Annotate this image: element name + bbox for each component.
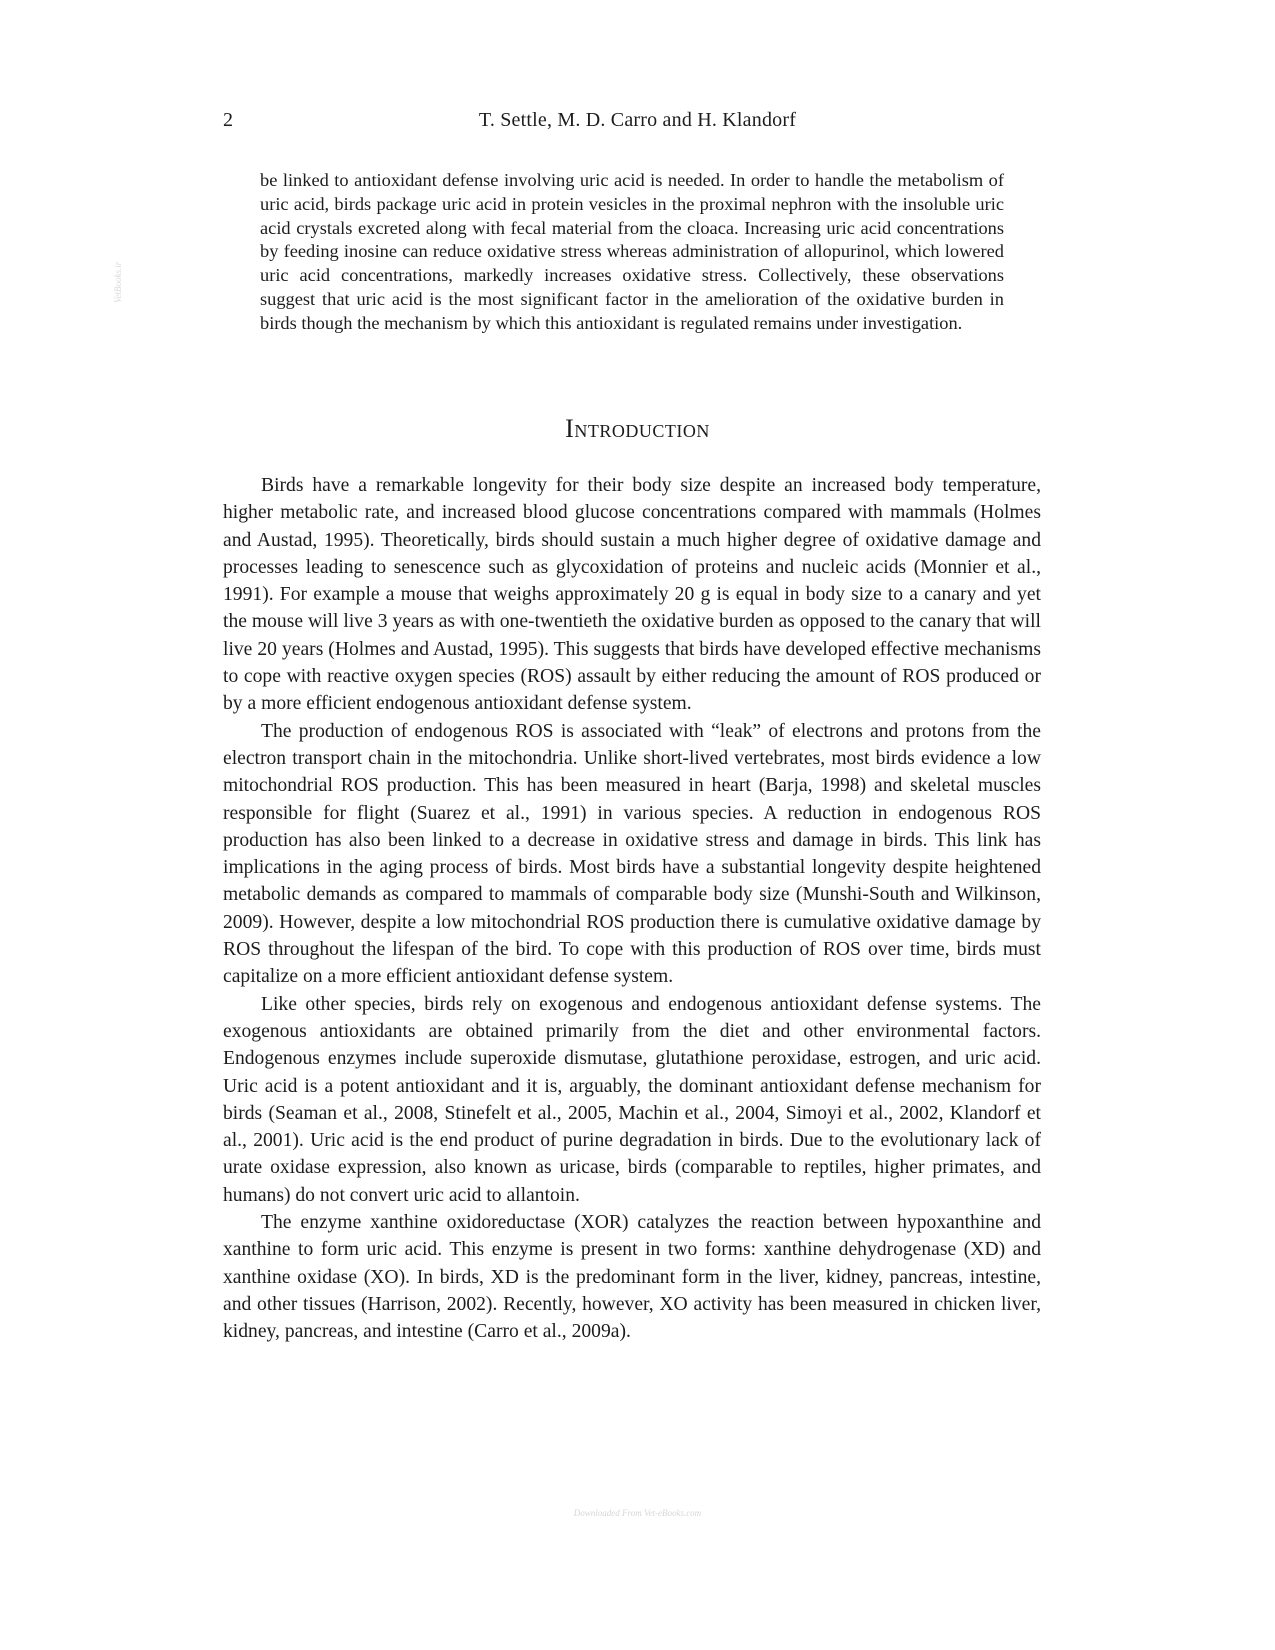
paragraph: The production of endogenous ROS is associated with “leak” of electrons and protons from the electron transport chain in the mitochondria. Unlike short-lived vertebrates, most birds evidence a low mitochondrial ROS production. This has been measured in heart (Barja, 1998) and skeletal muscles responsible for flight (Suarez et al., 1991) in various species. A reduction in endogenous ROS production has also been linked to a decrease in oxidative stress and damage in birds. This link has implications in the aging process of birds. Most birds have a substantial longevity despite heightened metabolic demands as compared to mammals of comparable body size (Munshi-South and Wilkinson, 2009). However, despite a low mitochondrial ROS production there is cumulative oxidative damage by ROS throughout the lifespan of the bird. To cope with this production of ROS over time, birds must capitalize on a more efficient antioxidant defense system. <box>223 720 1041 988</box>
abstract-text: be linked to antioxidant defense involving uric acid is needed. In order to handle the metabolism of uric acid, birds package uric acid in protein vesicles in the proximal nephron with the insoluble uric acid crystals excreted along with fecal material from the cloaca. Increasing uric acid concentrations by feeding inosine can reduce oxidative stress whereas administration of allopurinol, which lowered uric acid concentrations, markedly increases oxidative stress. Collectively, these observations suggest that uric acid is the most significant factor in the amelioration of the oxidative burden in birds though the mechanism by which this antioxidant is regulated remains under investigation. <box>260 170 1004 333</box>
paragraph: Birds have a remarkable longevity for their body size despite an increased body temperature, higher metabolic rate, and increased blood glucose concentrations compared with mammals (Holmes and Austad, 1995). Theoretically, birds should sustain a much higher degree of oxidative damage and processes leading to senescence such as glycoxidation of proteins and nucleic acids (Monnier et al., 1991). For example a mouse that weighs approximately 20 g is equal in body size to a canary and yet the mouse will live 3 years as with one-twentieth the oxidative burden as opposed to the canary that will live 20 years (Holmes and Austad, 1995). This suggests that birds have developed effective mechanisms to cope with reactive oxygen species (ROS) assault by either reducing the amount of ROS produced or by a more efficient endogenous antioxidant defense system. <box>223 475 1041 715</box>
bottom-watermark: Downloaded From Vet-eBooks.com <box>573 1508 702 1518</box>
section-heading-introduction: Introduction <box>565 414 710 443</box>
paragraph: The enzyme xanthine oxidoreductase (XOR) catalyzes the reaction between hypoxanthine and xanthine to form uric acid. This enzyme is present in two forms: xanthine dehydrogenase (XD) and xanthine oxidase (XO). In birds, XD is the predominant form in the liver, kidney, pancreas, intestine, and other tissues (Harrison, 2002). Recently, however, XO activity has been measured in chicken liver, kidney, pancreas, and intestine (Carro et al., 2009a). <box>223 1212 1041 1343</box>
running-head: T. Settle, M. D. Carro and H. Klandorf <box>478 109 797 131</box>
side-watermark: VetBooks.ir <box>113 261 123 303</box>
paragraph: Like other species, birds rely on exogenous and endogenous antioxidant defense systems. The exogenous antioxidants are obtained primarily from the diet and other environmental factors. Endogenous enzymes include superoxide dismutase, glutathione peroxidase, estrogen, and uric acid. Uric acid is a potent antioxidant and it is, arguably, the dominant antioxidant defense mechanism for birds (Seaman et al., 2008, Stinefelt et al., 2005, Machin et al., 2004, Simoyi et al., 2002, Klandorf et al., 2001). Uric acid is the end product of purine degradation in birds. Due to the evolutionary lack of urate oxidase expression, also known as uricase, birds (comparable to reptiles, higher primates, and humans) do not convert uric acid to allantoin. <box>223 993 1041 1206</box>
introduction-body <box>223 472 1041 1346</box>
page-number: 2 <box>223 109 233 131</box>
